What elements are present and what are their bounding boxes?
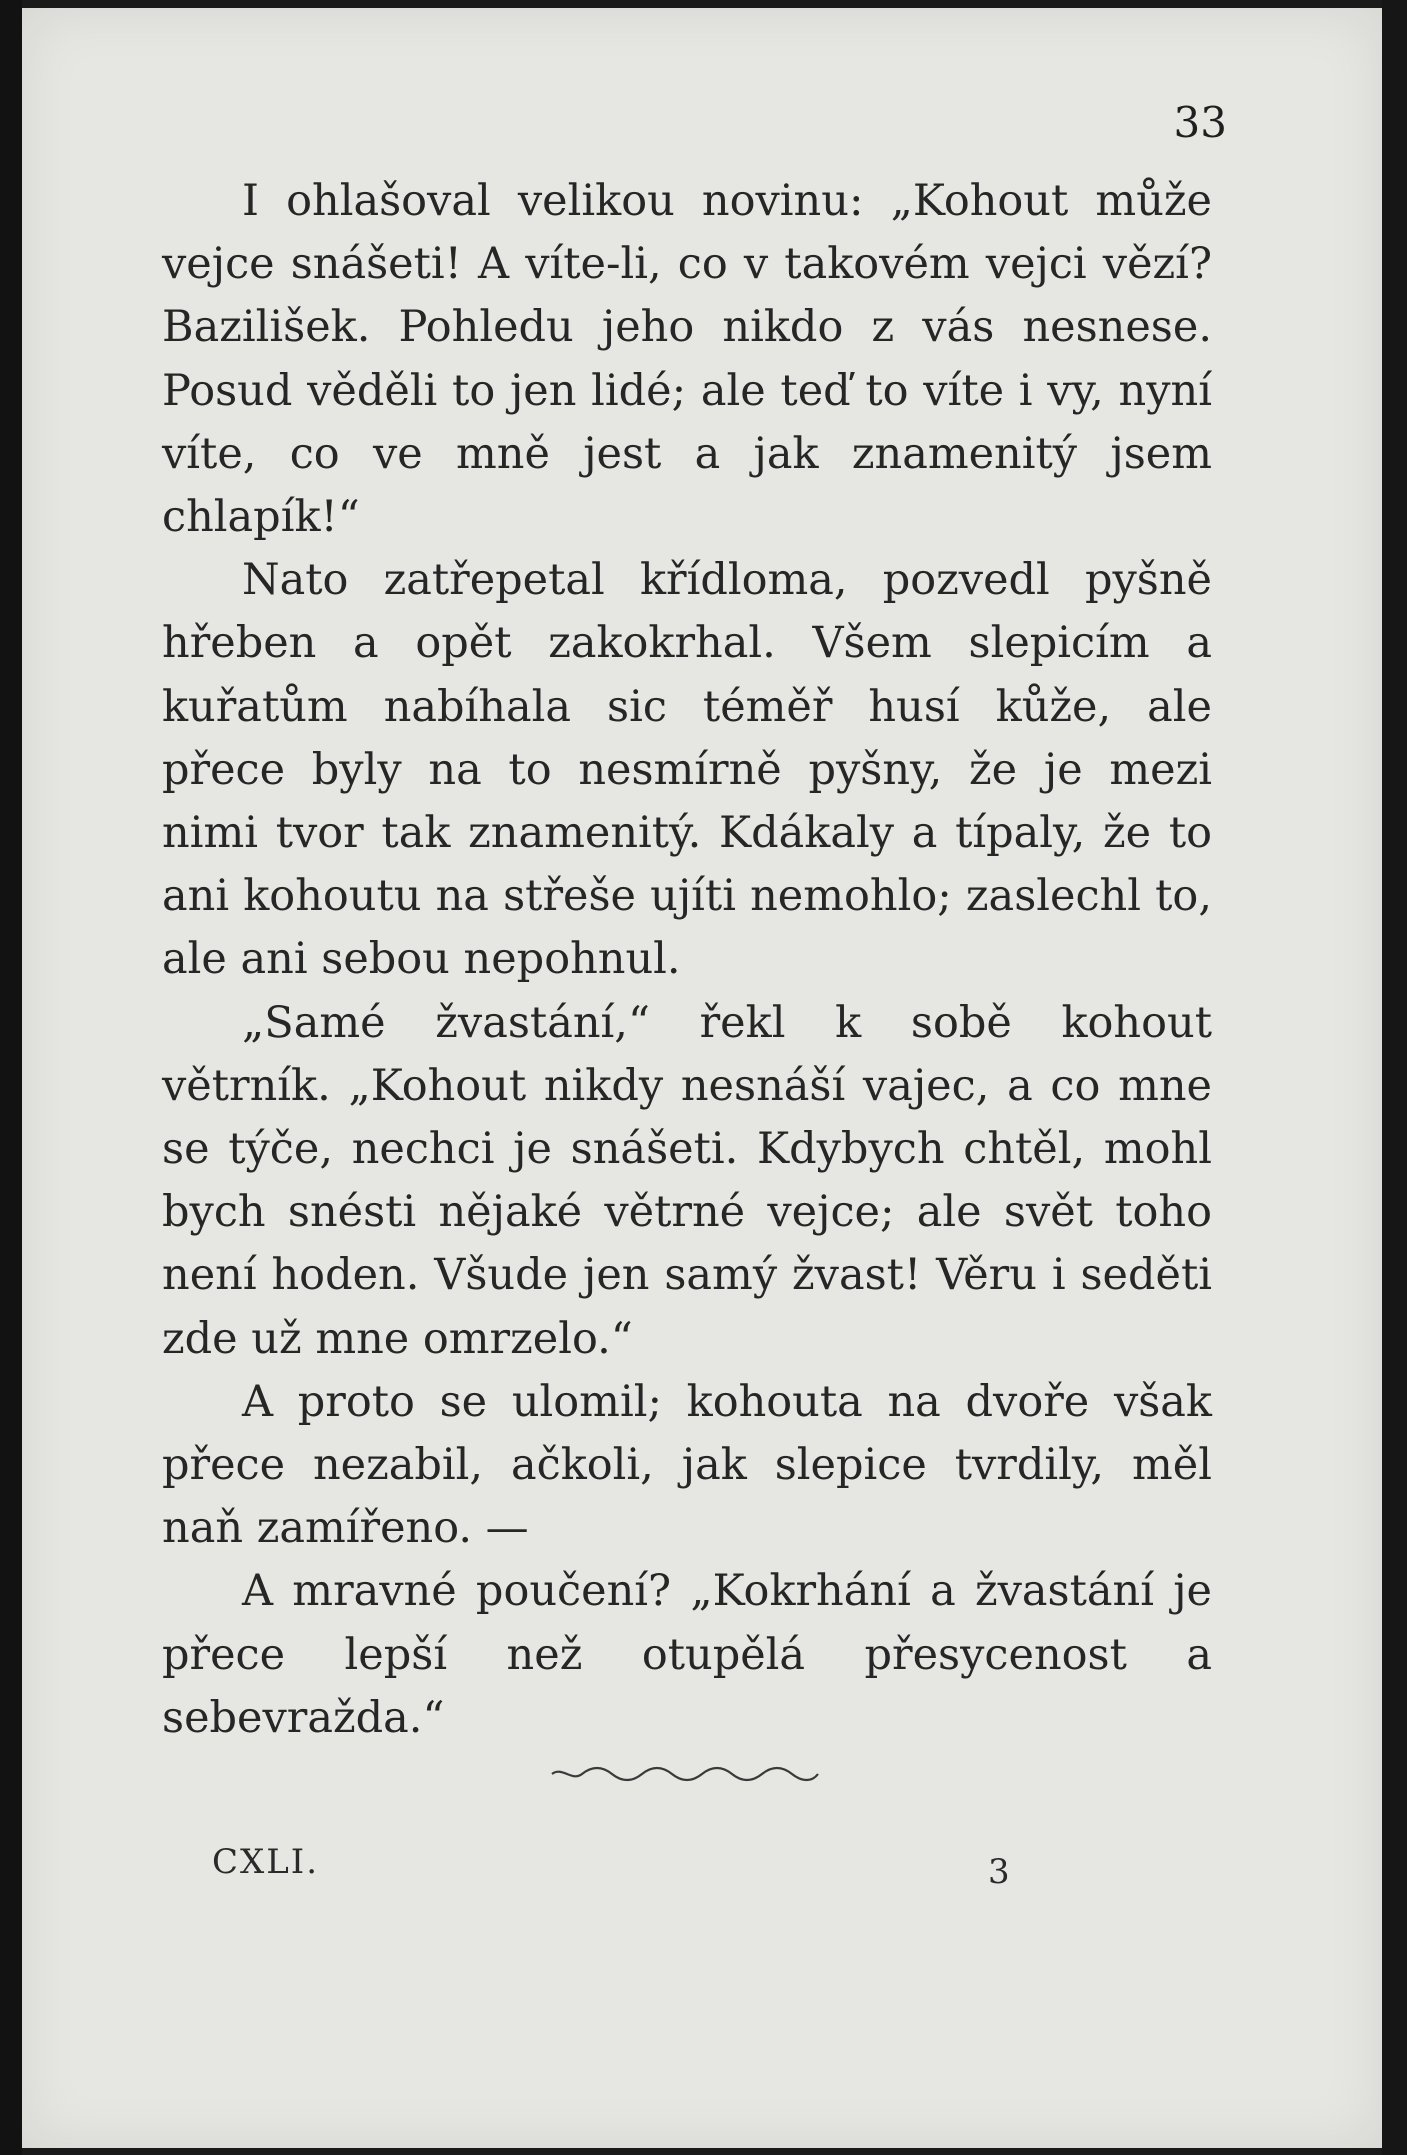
- body-text: [162, 170, 1212, 1750]
- paragraph-5: A mravné poučení? „Kokrhání a žvastání je přece lepší než otupělá přesycenost a sebevražda.“: [162, 1566, 1212, 1743]
- wavy-line-ornament-icon: [550, 1760, 820, 1790]
- left-scan-edge: [0, 0, 22, 2155]
- page-number: 33: [1173, 98, 1227, 147]
- paragraph-1: I ohlašoval velikou novinu: „Kohout může vejce snášeti! A víte-li, co v takovém vejci vězí? Bazilišek. Pohledu jeho nikdo z vás nesnese. Posud věděli to jen lidé; ale teď to víte i vy, nyní víte, co ve mně jest a jak znamenitý jsem chlapík!“: [162, 176, 1212, 543]
- paragraph-3: „Samé žvastání,“ řekl k sobě kohout větrník. „Kohout nikdy nesnáší vajec, a co mne se týče, nechci je snášeti. Kdybych chtěl, mohl bych snésti nějaké větrné vejce; ale svět toho není hoden. Všude jen samý žvast! Věru i seděti zde už mne omrzelo.“: [162, 997, 1212, 1364]
- signature-mark: CXLI.: [212, 1842, 320, 1882]
- right-scan-edge: [1382, 0, 1407, 2155]
- paragraph-2: Nato zatřepetal křídloma, pozvedl pyšně hřeben a opět zakokrhal. Všem slepicím a kuřatům nabíhala sic téměř husí kůže, ale přece byly na to nesmírně pyšny, že je mezi nimi tvor tak znamenitý. Kdákaly a típaly, že to ani kohoutu na střeše ujíti nemohlo; zaslechl to, ale ani sebou nepohnul.: [162, 555, 1212, 985]
- sheet-number: 3: [988, 1852, 1010, 1892]
- paragraph-4: A proto se ulomil; kohouta na dvoře však přece nezabil, ačkoli, jak slepice tvrdily, měl naň zamířeno. —: [162, 1376, 1212, 1554]
